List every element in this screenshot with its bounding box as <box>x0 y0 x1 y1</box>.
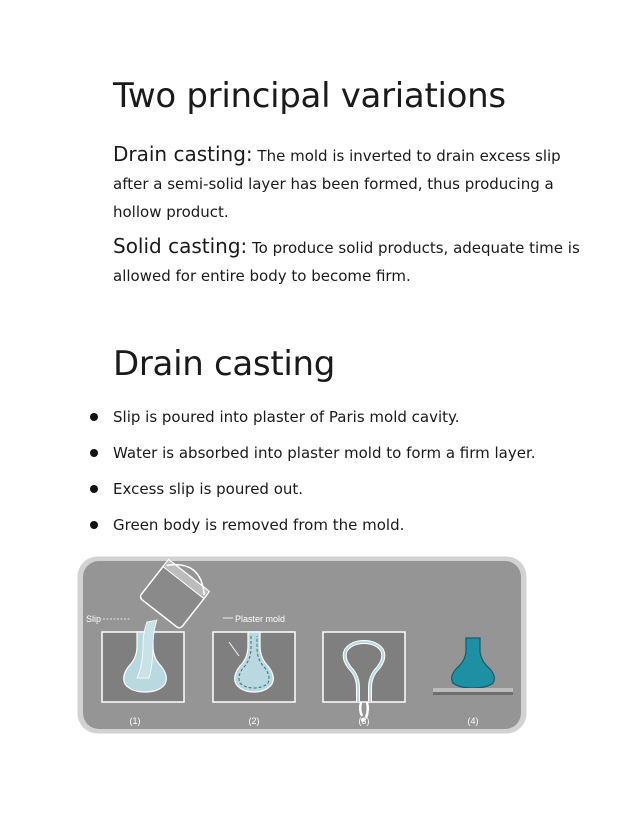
page-title: Two principal variations <box>113 76 506 116</box>
list-item <box>88 443 536 479</box>
section-heading: Drain casting <box>113 344 336 384</box>
solid-casting-term: Solid casting: <box>113 234 248 258</box>
list-item-text: Slip is poured into plaster of Paris mold cavity. <box>113 408 460 426</box>
step-label-3: (3) <box>358 716 370 726</box>
solid-casting-text: To produce solid products, adequate time is allowed for entire body to become firm. <box>113 239 580 285</box>
plaster-mold-label: Plaster mold <box>235 614 286 624</box>
list-item-text: Green body is removed from the mold. <box>113 516 405 534</box>
slip-label: Slip <box>86 614 102 624</box>
list-item <box>88 407 536 443</box>
bullet-icon <box>90 521 98 529</box>
list-item <box>88 515 536 551</box>
bullet-icon <box>90 449 98 457</box>
bullet-list <box>88 407 536 551</box>
list-item <box>88 479 536 515</box>
base-plate <box>433 688 513 692</box>
drain-casting-term: Drain casting: <box>113 142 253 166</box>
bullet-icon <box>90 485 98 493</box>
list-item-text: Water is absorbed into plaster mold to form a firm layer. <box>113 444 536 462</box>
solid-casting-paragraph <box>113 232 583 290</box>
step-label-2: (2) <box>248 716 260 726</box>
drain-casting-diagram <box>77 556 527 734</box>
step-label-4: (4) <box>467 716 479 726</box>
list-item-text: Excess slip is poured out. <box>113 480 304 498</box>
base-plate-hatch <box>433 692 513 695</box>
step-label-1: (1) <box>129 716 141 726</box>
bullet-icon <box>90 413 98 421</box>
drain-casting-paragraph <box>113 140 583 226</box>
drain-casting-text: The mold is inverted to drain excess slip after a semi-solid layer has been formed, thus producing a hollow product. <box>113 147 561 221</box>
